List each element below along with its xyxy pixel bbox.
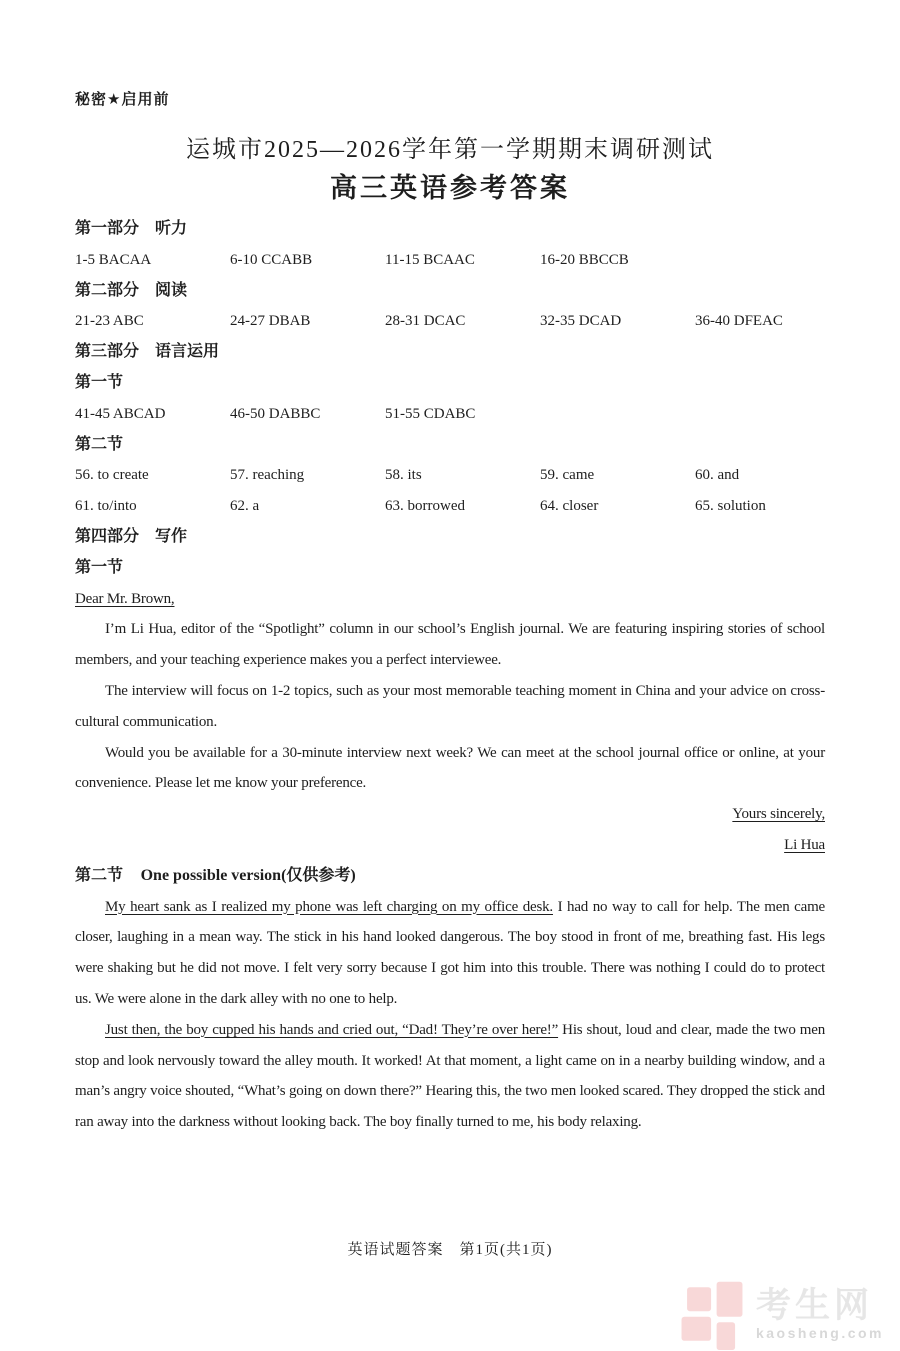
page-footer [0,1238,900,1259]
answer-cell: 32-35 DCAD [540,313,622,330]
letter-salutation-text: Dear Mr. Brown, [75,590,175,607]
section-heading-part4: 第四部分 写作 [75,527,188,545]
essay-paragraph-1-lead: My heart sank as I realized my phone was left charging on my office desk. [105,898,553,915]
watermark-domain: kaosheng.com [755,1325,884,1341]
answer-cell: 64. closer [540,498,599,515]
answer-cell: 57. reaching [230,467,305,484]
watermark-text [756,1288,884,1340]
letter-paragraph-2: The interview will focus on 1-2 topics, such as your most memorable teaching moment in China and your advice on cross-cultural communication. [75,682,825,730]
section-heading-part4-section1: 第一节 [75,558,124,576]
section-heading-part3-section2: 第二节 [75,435,124,453]
essay-section-title: One possible version(仅供参考) [140,866,356,884]
letter-closing-text: Yours sincerely, [732,806,825,823]
answer-cell: 61. to/into [75,498,137,515]
answer-row-reading [75,306,825,337]
essay-paragraph-2 [75,1015,825,1138]
page-footer-text: 英语试题答案 第1页(共1页) [347,1242,553,1258]
answer-row-listening [75,245,825,276]
section-heading-part1: 第一部分 听力 [75,220,188,237]
answer-cell: 11-15 BCAAC [385,251,475,268]
answer-row-grammar-2 [75,491,825,522]
letter-salutation [75,584,825,615]
letter-paragraph-1: I’m Li Hua, editor of the “Spotlight” column in our school’s English journal. We are featuring inspiring stories of school members, and your teaching experience makes you a perfect interviewee. [75,621,825,669]
answer-cell: 63. borrowed [385,498,465,515]
answer-cell: 41-45 ABCAD [75,405,166,422]
letter-paragraph-3: Would you be available for a 30-minute interview next week? We can meet at the school journal office or online, at your convenience. Please let me know your preference. [75,744,825,792]
answer-cell: 46-50 DABBC [230,405,321,422]
answer-cell: 58. its [385,467,422,484]
answer-cell: 51-55 CDABC [385,405,476,422]
essay-paragraph-2-rest: His shout, loud and clear, made the two men stop and look nervously toward the alley mouth. It worked! At that moment, a light came on in a nearby building window, and a man’s angry voice shouted, “What’s going on down there?” Hearing this, the two men looked scared. They dropped the stick and ran away into the darkness without looking back. The boy finally turned to me, his body relaxing. [75,1021,825,1131]
section-heading-part3: 第三部分 语言运用 [75,343,220,361]
answer-cell: 6-10 CCABB [230,251,313,268]
essay-section-heading [75,861,825,892]
letter-closing [75,799,825,830]
answer-cell: 36-40 DFEAC [695,313,783,330]
letter-signature-text: Li Hua [784,836,825,853]
answer-cell: 56. to create [75,467,149,484]
essay-section-label: 第二节 [75,866,124,884]
essay-paragraph-1 [75,892,825,1015]
answer-cell: 24-27 DBAB [230,313,311,330]
answer-cell: 65. solution [695,498,766,515]
document-title: 运城市2025—2026学年第一学期期末调研测试 [186,137,714,163]
answer-row-grammar-1 [75,460,825,491]
section-heading-part3-section1: 第一节 [75,373,124,391]
answer-cell: 28-31 DCAC [385,313,466,330]
answer-cell: 16-20 BBCCB [540,251,629,268]
secrecy-note: 秘密★启用前 [75,91,170,108]
kaosheng-watermark [676,1277,884,1351]
watermark-brand: 考生网 [755,1286,873,1325]
letter-signature [75,830,825,861]
answer-cell: 21-23 ABC [75,313,144,330]
essay-paragraph-2-lead: Just then, the boy cupped his hands and cried out, “Dad! They’re over here!” [105,1021,559,1038]
answer-cell: 60. and [695,467,740,484]
answer-cell: 62. a [230,498,260,515]
section-heading-part2: 第二部分 阅读 [75,281,188,299]
answer-cell: 59. came [540,467,595,484]
answer-cell: 1-5 BACAA [75,251,152,268]
document-page [0,88,900,1138]
document-subtitle: 高三英语参考答案 [330,173,570,203]
document-body [75,214,825,1138]
essay-paragraph-1-rest: I had no way to call for help. The men came closer, laughing in a mean way. The stick in his hand looked dangerous. The boy stood in front of me, breathing fast. His legs were shaking but he did not move. I felt very sorry because I got him into this trouble. There was nothing I could do to protect us. We were alone in the dark alley with no one to help. [75,898,826,1007]
kaosheng-logo-icon [676,1277,748,1351]
answer-row-cloze [75,399,825,430]
